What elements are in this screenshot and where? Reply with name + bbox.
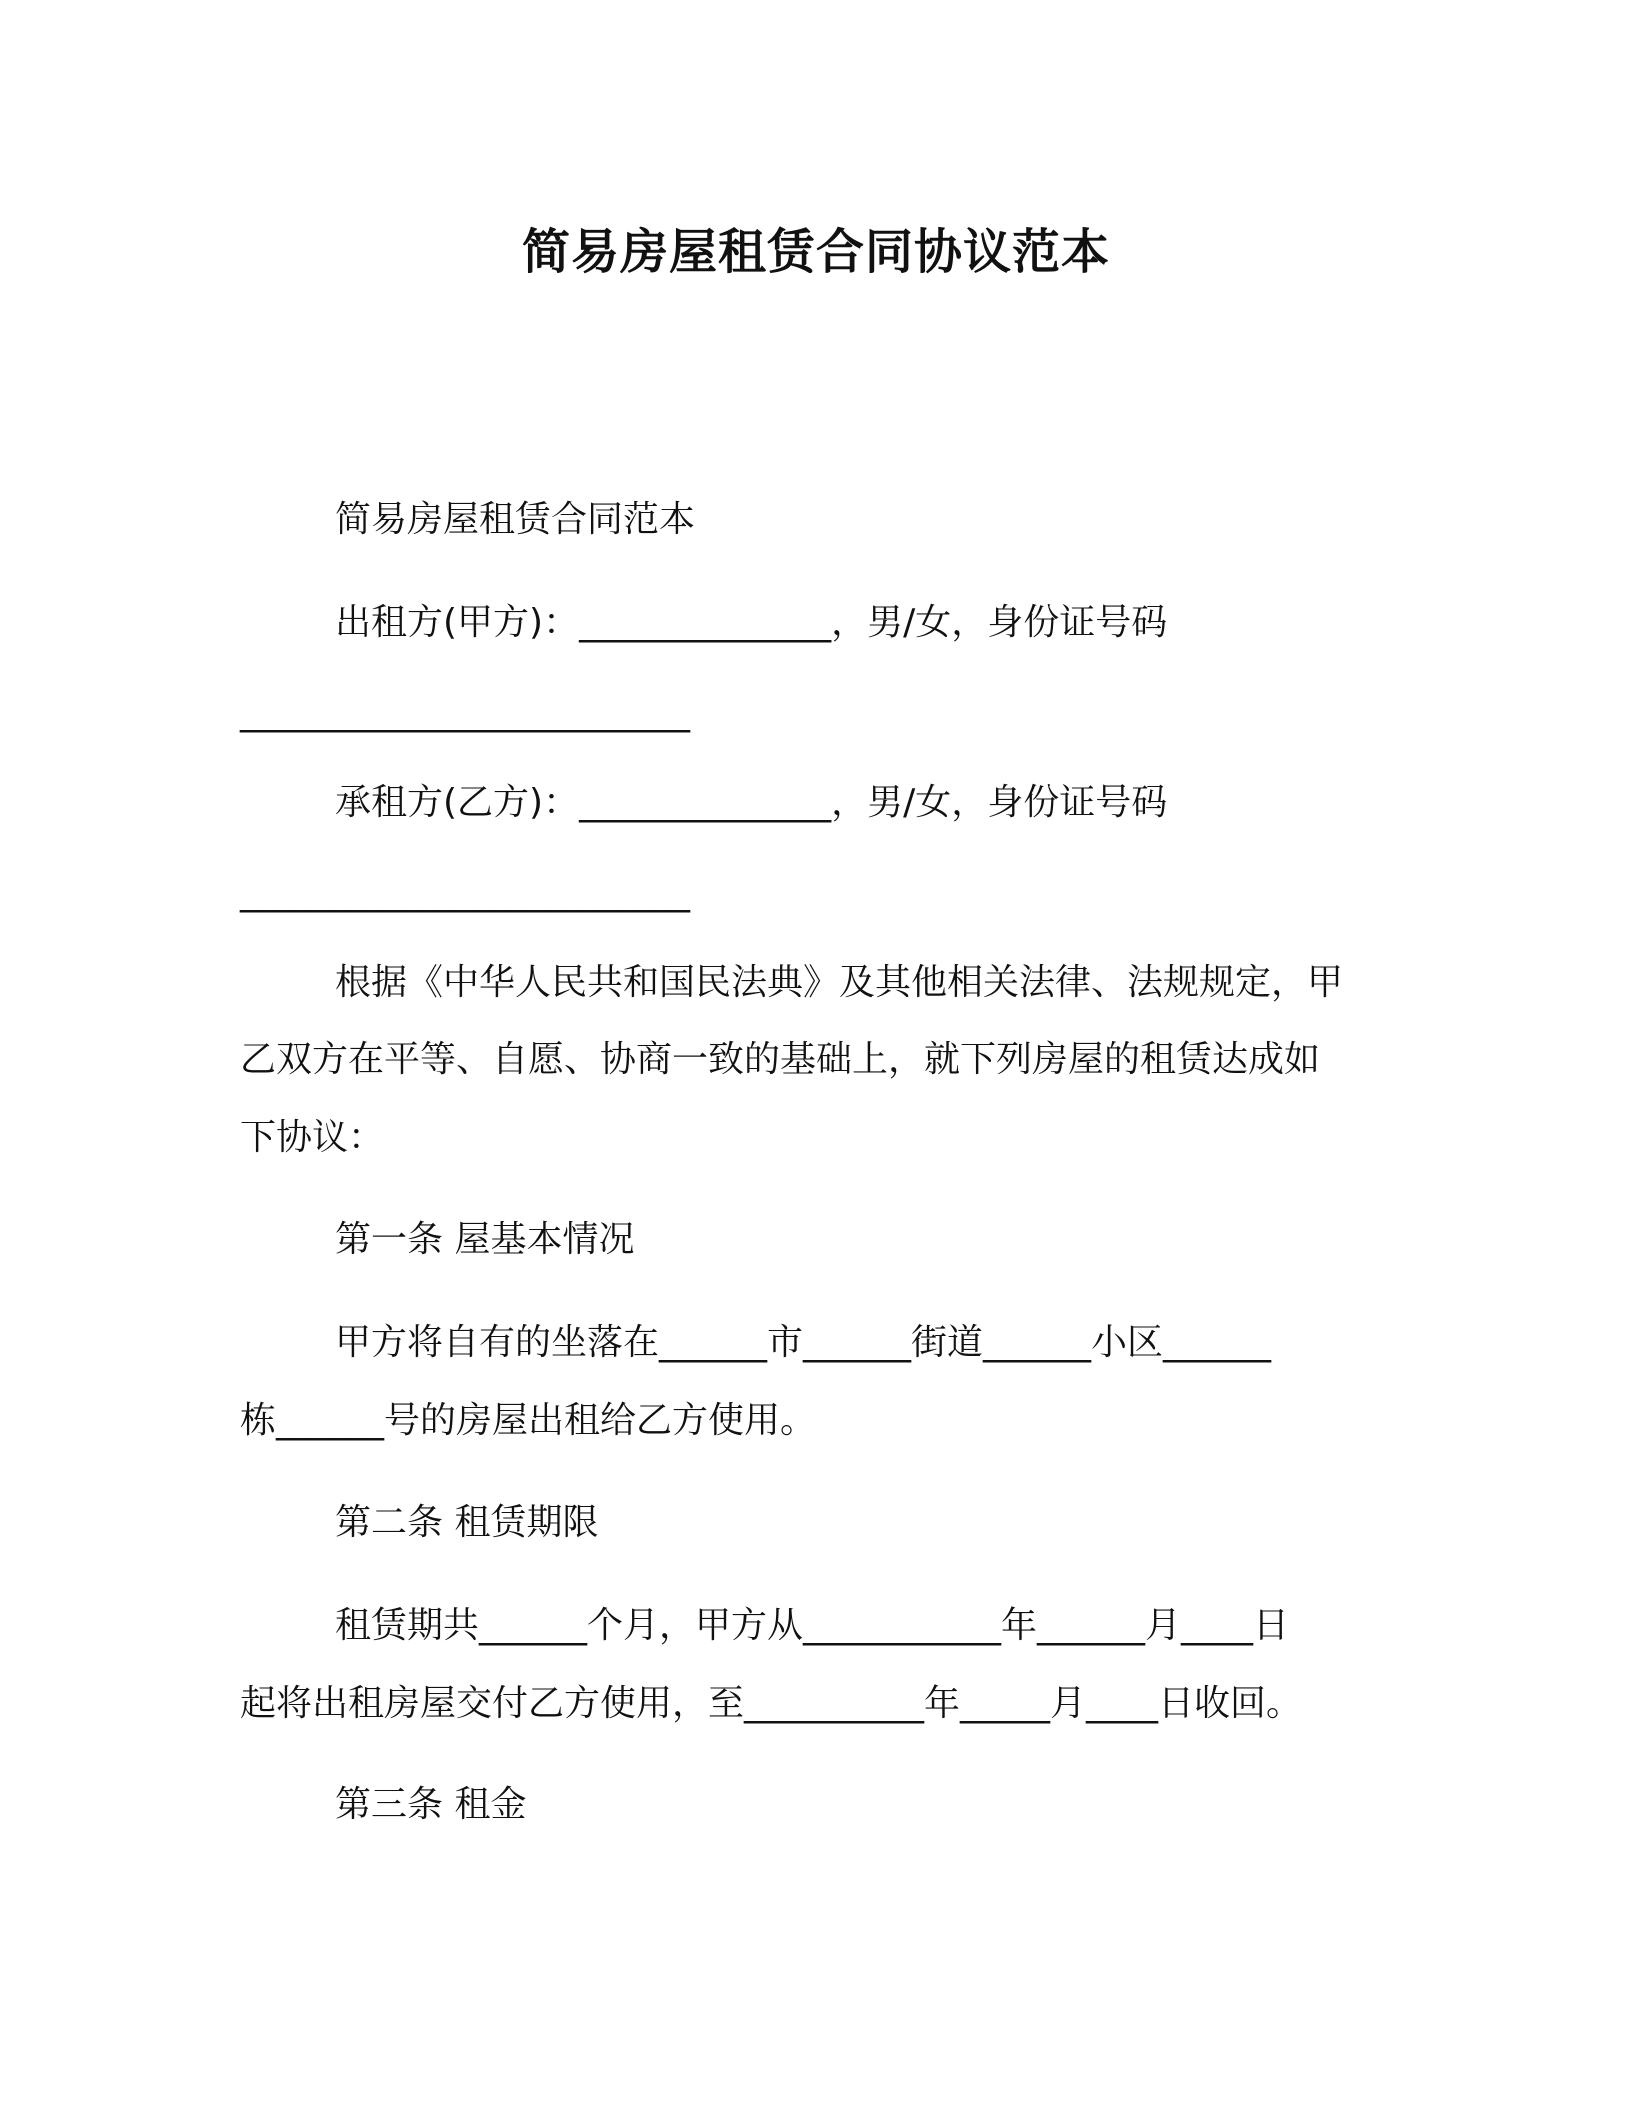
preamble-line-3: 下协议： — [240, 1117, 385, 1158]
article-1-heading: 第一条 屋基本情况 — [335, 1219, 635, 1260]
article-3-heading: 第三条 租金 — [335, 1784, 527, 1825]
article-1-body-line-1: 甲方将自有的坐落在______市______街道______小区______ — [335, 1322, 1272, 1363]
article-1-body-line-2: 栋______号的房屋出租给乙方使用。 — [240, 1400, 817, 1441]
article-2-heading: 第二条 租赁期限 — [335, 1502, 599, 1543]
document-subtitle: 简易房屋租赁合同范本 — [335, 499, 696, 540]
document-title: 简易房屋租赁合同协议范本 — [521, 224, 1110, 280]
party-b-line: 承租方(乙方)：______________，男/女，身份证号码 — [335, 782, 1168, 823]
party-b-id-blank: _________________________ — [240, 872, 690, 913]
party-a-line: 出租方(甲方)：______________，男/女，身份证号码 — [335, 602, 1168, 643]
article-2-body-line-1: 租赁期共______个月，甲方从___________年______月____日 — [335, 1605, 1290, 1646]
article-2-body-line-2: 起将出租房屋交付乙方使用，至__________年_____月____日收回。 — [240, 1683, 1303, 1724]
preamble-line-1: 根据《中华人民共和国民法典》及其他相关法律、法规规定，甲 — [335, 962, 1344, 1003]
party-a-id-blank: _________________________ — [240, 692, 690, 733]
preamble-line-2: 乙双方在平等、自愿、协商一致的基础上，就下列房屋的租赁达成如 — [240, 1039, 1321, 1080]
